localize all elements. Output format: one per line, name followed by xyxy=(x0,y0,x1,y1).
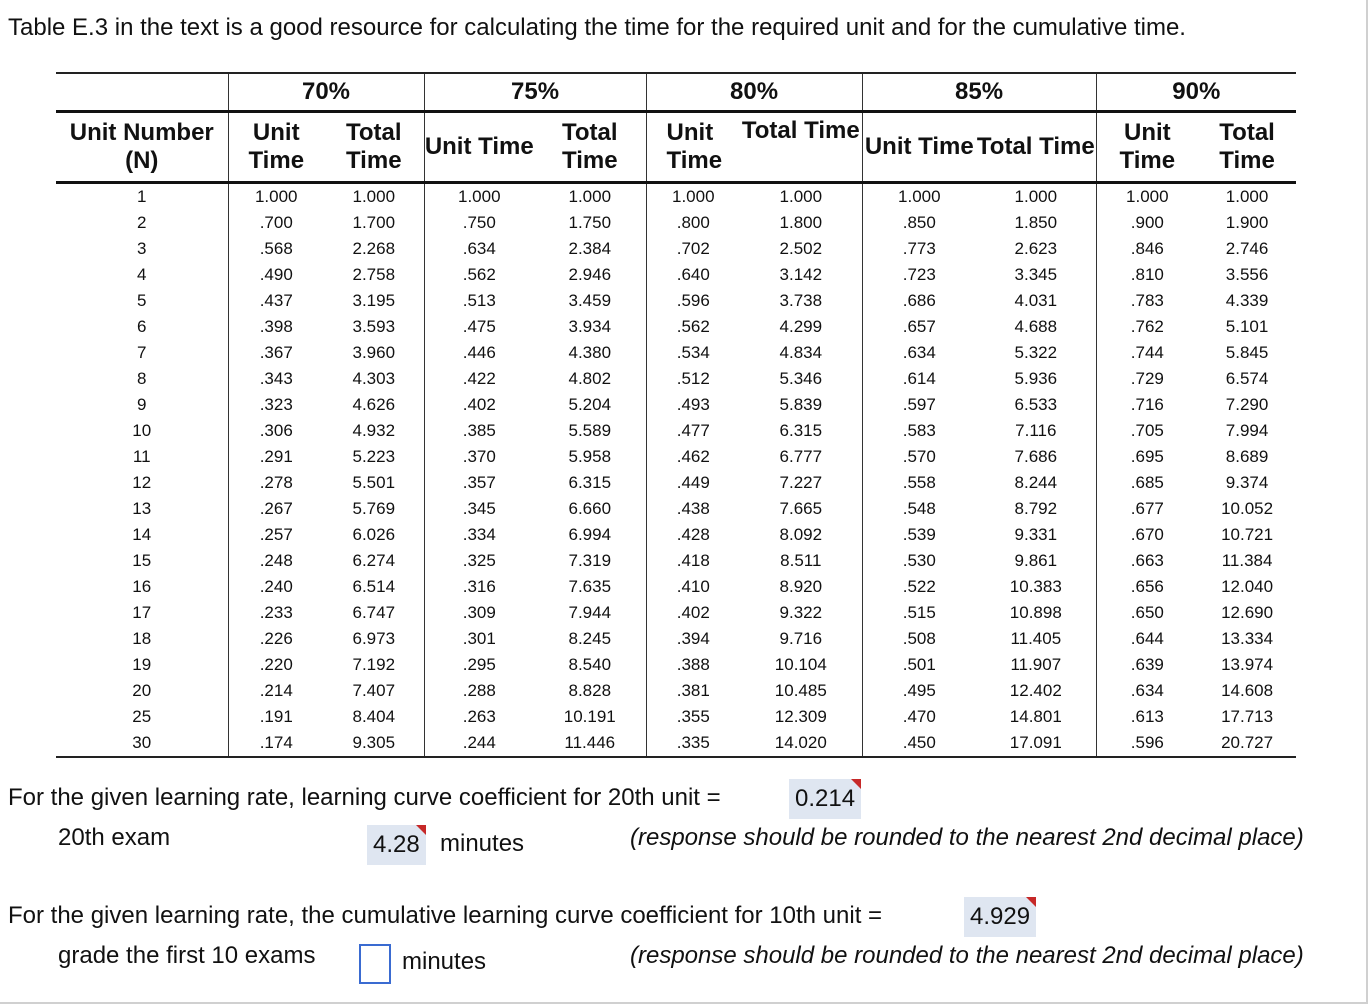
unit-time-cell: .716 xyxy=(1096,392,1198,418)
unit-number-cell: 14 xyxy=(132,525,152,544)
table-row xyxy=(56,392,1296,418)
unit-time-cell: .370 xyxy=(424,444,534,470)
total-time-cell: 4.834 xyxy=(779,343,823,362)
unit-time-cell: .597 xyxy=(862,392,976,418)
unit-time-cell: .394 xyxy=(646,626,740,652)
unit-time-cell: .685 xyxy=(1096,470,1198,496)
table-row xyxy=(56,288,1296,314)
unit-time-cell: .422 xyxy=(424,366,534,392)
unit-time-cell: .462 xyxy=(646,444,740,470)
total-time-cell: 8.792 xyxy=(1014,499,1058,518)
unit-time-cell: .613 xyxy=(1096,704,1198,730)
total-time-cell: 7.319 xyxy=(568,551,612,570)
total-time-cell: 9.374 xyxy=(1225,473,1269,492)
unit-time-cell: 1.000 xyxy=(862,183,976,211)
total-time-cell: 6.026 xyxy=(352,525,396,544)
table-row xyxy=(56,626,1296,652)
unit-time-cell: .477 xyxy=(646,418,740,444)
unit-time-cell: .729 xyxy=(1096,366,1198,392)
total-time-cell: 5.101 xyxy=(1225,317,1269,336)
total-time-cell: 12.040 xyxy=(1221,577,1274,596)
total-time-cell: 10.485 xyxy=(774,681,827,700)
unit-time-cell: .355 xyxy=(646,704,740,730)
table-row xyxy=(56,574,1296,600)
unit-time-cell: .291 xyxy=(228,444,324,470)
unit-time-cell: .700 xyxy=(228,210,324,236)
unit-time-cell: .267 xyxy=(228,496,324,522)
unit-time-cell: .316 xyxy=(424,574,534,600)
total-time-cell: 1.000 xyxy=(1014,187,1058,206)
total-time-cell: 7.407 xyxy=(352,681,396,700)
unit-time-cell: .614 xyxy=(862,366,976,392)
total-time-cell: 6.660 xyxy=(568,499,612,518)
total-time-cell: 8.689 xyxy=(1225,447,1269,466)
unit-time-cell: .558 xyxy=(862,470,976,496)
unit-time-header: Unit Time xyxy=(228,112,324,183)
total-time-cell: 1.750 xyxy=(568,213,612,232)
unit-number-header: Unit Number (N) xyxy=(56,112,228,183)
table-body xyxy=(56,183,1296,758)
unit-number-cell: 18 xyxy=(132,629,152,648)
unit-time-cell: .534 xyxy=(646,340,740,366)
unit-number-cell: 13 xyxy=(132,499,152,518)
unit-time-cell: .357 xyxy=(424,470,534,496)
q2-rounding-note: (response should be rounded to the nearest 2nd decimal place) xyxy=(630,942,1304,969)
q2-item-label: grade the first 10 exams xyxy=(58,942,316,969)
unit-time-cell: .568 xyxy=(228,236,324,262)
unit-number-cell: 19 xyxy=(132,655,152,674)
total-time-cell: 2.746 xyxy=(1225,239,1269,258)
table-row xyxy=(56,678,1296,704)
unit-time-cell: .562 xyxy=(424,262,534,288)
total-time-cell: 7.686 xyxy=(1014,447,1058,466)
unit-time-cell: .634 xyxy=(1096,678,1198,704)
total-time-cell: 11.405 xyxy=(1010,629,1062,648)
total-time-cell: 3.556 xyxy=(1225,265,1269,284)
unit-time-cell: .248 xyxy=(228,548,324,574)
total-time-cell: 7.635 xyxy=(568,577,612,596)
total-time-cell: 2.384 xyxy=(568,239,612,258)
unit-number-cell: 17 xyxy=(132,603,152,622)
total-time-cell: 9.322 xyxy=(779,603,823,622)
unit-number-cell: 15 xyxy=(132,551,152,570)
total-time-header: Total Time xyxy=(324,112,424,183)
total-time-cell: 3.593 xyxy=(352,317,396,336)
unit-time-cell: .800 xyxy=(646,210,740,236)
total-time-cell: 5.501 xyxy=(352,473,396,492)
unit-time-cell: .657 xyxy=(862,314,976,340)
total-time-cell: 1.000 xyxy=(1225,187,1269,206)
table-row xyxy=(56,262,1296,288)
unit-time-cell: .385 xyxy=(424,418,534,444)
total-time-cell: 5.936 xyxy=(1014,369,1058,388)
total-time-cell: 14.608 xyxy=(1221,681,1274,700)
unit-time-cell: .345 xyxy=(424,496,534,522)
total-time-cell: 7.665 xyxy=(779,499,823,518)
total-time-cell: 3.960 xyxy=(352,343,396,362)
unit-time-cell: .244 xyxy=(424,730,534,757)
total-time-cell: 8.404 xyxy=(352,707,396,726)
unit-time-cell: .437 xyxy=(228,288,324,314)
table-row xyxy=(56,548,1296,574)
q1-item-label: 20th exam xyxy=(58,824,171,851)
total-time-cell: 5.322 xyxy=(1014,343,1058,362)
total-time-cell: 6.315 xyxy=(779,421,823,440)
unit-time-header: Unit Time xyxy=(862,112,976,183)
table-row xyxy=(56,730,1296,757)
unit-time-cell: .846 xyxy=(1096,236,1198,262)
total-time-cell: 1.000 xyxy=(779,187,823,206)
unit-time-cell: .634 xyxy=(424,236,534,262)
unit-time-header: Unit Time xyxy=(1096,112,1198,183)
total-time-cell: 9.331 xyxy=(1014,525,1058,544)
unit-number-cell: 25 xyxy=(132,707,152,726)
total-time-cell: 5.223 xyxy=(352,447,396,466)
unit-time-cell: .323 xyxy=(228,392,324,418)
unit-time-cell: .508 xyxy=(862,626,976,652)
table-row xyxy=(56,444,1296,470)
unit-time-cell: .410 xyxy=(646,574,740,600)
total-time-header: Total Time xyxy=(976,112,1096,183)
total-time-cell: 7.116 xyxy=(1015,421,1057,440)
unit-time-cell: .450 xyxy=(862,730,976,757)
unit-number-cell: 6 xyxy=(137,317,147,336)
total-time-cell: 10.052 xyxy=(1221,499,1274,518)
unit-time-cell: .214 xyxy=(228,678,324,704)
table-row xyxy=(56,236,1296,262)
rate-header: 85% xyxy=(862,73,1096,112)
total-time-cell: 12.402 xyxy=(1009,681,1062,700)
unit-time-cell: .240 xyxy=(228,574,324,600)
total-time-cell: 7.192 xyxy=(352,655,396,674)
table-row xyxy=(56,496,1296,522)
unit-time-cell: .783 xyxy=(1096,288,1198,314)
unit-time-cell: .191 xyxy=(228,704,324,730)
unit-time-cell: .634 xyxy=(862,340,976,366)
unit-time-cell: .705 xyxy=(1096,418,1198,444)
total-time-cell: 5.845 xyxy=(1225,343,1269,362)
unit-time-cell: .309 xyxy=(424,600,534,626)
total-time-cell: 8.092 xyxy=(779,525,823,544)
q1-coefficient-answer: 0.214 xyxy=(789,779,861,819)
unit-time-cell: .596 xyxy=(1096,730,1198,757)
unit-time-cell: .402 xyxy=(646,600,740,626)
unit-time-cell: .562 xyxy=(646,314,740,340)
total-time-cell: 2.502 xyxy=(779,239,823,258)
unit-time-cell: .334 xyxy=(424,522,534,548)
unit-time-cell: .762 xyxy=(1096,314,1198,340)
total-time-cell: 4.802 xyxy=(568,369,612,388)
unit-time-cell: .398 xyxy=(228,314,324,340)
unit-time-cell: 1.000 xyxy=(424,183,534,211)
unit-number-cell: 8 xyxy=(137,369,147,388)
total-time-cell: 11.907 xyxy=(1010,655,1062,674)
unit-time-cell: .278 xyxy=(228,470,324,496)
table-row xyxy=(56,210,1296,236)
total-time-cell: 4.688 xyxy=(1014,317,1058,336)
intro-text: Table E.3 in the text is a good resource for calculating the time for the required unit and for the cumulative time. xyxy=(8,14,1186,41)
rate-header: 75% xyxy=(424,73,646,112)
unit-time-cell: .288 xyxy=(424,678,534,704)
unit-time-cell: .428 xyxy=(646,522,740,548)
total-time-cell: 20.727 xyxy=(1198,730,1296,757)
unit-number-cell: 7 xyxy=(137,343,147,362)
total-time-cell: 5.958 xyxy=(568,447,612,466)
unit-time-header: Unit Time xyxy=(646,112,740,183)
total-time-cell: 8.828 xyxy=(568,681,612,700)
unit-time-cell: .388 xyxy=(646,652,740,678)
total-time-cell: 17.091 xyxy=(976,730,1096,757)
total-time-cell: 14.801 xyxy=(1009,707,1062,726)
total-time-cell: 4.303 xyxy=(352,369,396,388)
total-time-cell: 3.459 xyxy=(568,291,612,310)
total-time-cell: 6.514 xyxy=(352,577,396,596)
unit-time-cell: .702 xyxy=(646,236,740,262)
total-time-cell: 4.031 xyxy=(1014,291,1058,310)
total-time-cell: 10.898 xyxy=(1009,603,1062,622)
unit-time-cell: .402 xyxy=(424,392,534,418)
total-time-cell: 9.861 xyxy=(1014,551,1058,570)
unit-time-cell: .639 xyxy=(1096,652,1198,678)
total-time-cell: 13.334 xyxy=(1221,629,1274,648)
total-time-cell: 7.944 xyxy=(568,603,612,622)
total-time-cell: 8.511 xyxy=(780,551,822,570)
unit-time-cell: .226 xyxy=(228,626,324,652)
unit-time-cell: .686 xyxy=(862,288,976,314)
total-time-cell: 12.690 xyxy=(1221,603,1274,622)
total-time-cell: 1.850 xyxy=(1014,213,1058,232)
unit-number-cell: 9 xyxy=(137,395,147,414)
unit-number-cell: 3 xyxy=(137,239,147,258)
unit-time-cell: .512 xyxy=(646,366,740,392)
unit-time-cell: .515 xyxy=(862,600,976,626)
total-time-cell: 4.339 xyxy=(1225,291,1269,310)
unit-time-cell: .644 xyxy=(1096,626,1198,652)
rate-header-row xyxy=(56,73,1296,112)
total-time-header: Total Time xyxy=(1198,112,1296,183)
total-time-cell: 5.839 xyxy=(779,395,823,414)
unit-time-cell: .263 xyxy=(424,704,534,730)
unit-time-cell: .513 xyxy=(424,288,534,314)
learning-curve-table xyxy=(56,72,1296,758)
table-row xyxy=(56,470,1296,496)
q2-minutes-input[interactable] xyxy=(359,944,391,984)
unit-time-cell: .174 xyxy=(228,730,324,757)
unit-time-cell: .522 xyxy=(862,574,976,600)
total-time-header: Total Time xyxy=(534,112,646,183)
unit-time-cell: .301 xyxy=(424,626,534,652)
total-time-cell: 7.290 xyxy=(1225,395,1269,414)
total-time-cell: 3.142 xyxy=(779,265,823,284)
unit-time-cell: .257 xyxy=(228,522,324,548)
unit-time-cell: .583 xyxy=(862,418,976,444)
unit-number-cell: 12 xyxy=(132,473,152,492)
table-row xyxy=(56,600,1296,626)
q1-rounding-note: (response should be rounded to the nearest 2nd decimal place) xyxy=(630,824,1304,851)
total-time-cell: 3.345 xyxy=(1014,265,1058,284)
unit-time-cell: .490 xyxy=(228,262,324,288)
total-time-cell: 3.738 xyxy=(779,291,823,310)
rate-header: 80% xyxy=(646,73,862,112)
total-time-cell: 8.244 xyxy=(1014,473,1058,492)
total-time-cell: 1.000 xyxy=(568,187,612,206)
total-time-cell: 4.932 xyxy=(352,421,396,440)
unit-number-cell: 10 xyxy=(132,421,152,440)
total-time-cell: 10.383 xyxy=(1009,577,1062,596)
unit-time-cell: .493 xyxy=(646,392,740,418)
total-time-cell: 6.533 xyxy=(1014,395,1058,414)
total-time-cell: 11.384 xyxy=(1221,551,1273,570)
unit-time-cell: .773 xyxy=(862,236,976,262)
q1-prompt: For the given learning rate, learning curve coefficient for 20th unit = xyxy=(8,784,721,811)
unit-time-cell: .677 xyxy=(1096,496,1198,522)
table-row xyxy=(56,704,1296,730)
table-row xyxy=(56,418,1296,444)
table-row xyxy=(56,366,1296,392)
unit-time-cell: .548 xyxy=(862,496,976,522)
unit-time-cell: .530 xyxy=(862,548,976,574)
total-time-cell: 8.245 xyxy=(568,629,612,648)
rate-header: 90% xyxy=(1096,73,1296,112)
unit-time-cell: .438 xyxy=(646,496,740,522)
unit-time-cell: 1.000 xyxy=(228,183,324,211)
unit-time-cell: .744 xyxy=(1096,340,1198,366)
unit-time-cell: .446 xyxy=(424,340,534,366)
table-row xyxy=(56,314,1296,340)
total-time-cell: 6.777 xyxy=(779,447,823,466)
unit-time-cell: .850 xyxy=(862,210,976,236)
unit-number-cell: 11 xyxy=(132,447,151,466)
total-time-cell: 5.769 xyxy=(352,499,396,518)
unit-time-cell: .306 xyxy=(228,418,324,444)
unit-time-cell: .663 xyxy=(1096,548,1198,574)
unit-time-cell: .325 xyxy=(424,548,534,574)
unit-number-cell: 1 xyxy=(137,187,147,206)
total-time-cell: 6.994 xyxy=(568,525,612,544)
column-header-row xyxy=(56,112,1296,183)
total-time-cell: 14.020 xyxy=(740,730,862,757)
total-time-cell: 6.315 xyxy=(568,473,612,492)
unit-time-cell: .723 xyxy=(862,262,976,288)
unit-time-header: Unit Time xyxy=(424,112,534,183)
table-row xyxy=(56,522,1296,548)
total-time-cell: 2.946 xyxy=(568,265,612,284)
unit-time-cell: .670 xyxy=(1096,522,1198,548)
unit-time-cell: .470 xyxy=(862,704,976,730)
total-time-cell: 4.626 xyxy=(352,395,396,414)
unit-time-cell: .220 xyxy=(228,652,324,678)
unit-time-cell: 1.000 xyxy=(646,183,740,211)
total-time-cell: 7.227 xyxy=(779,473,823,492)
total-time-cell: 6.747 xyxy=(352,603,396,622)
unit-time-cell: .900 xyxy=(1096,210,1198,236)
table-row xyxy=(56,652,1296,678)
unit-time-cell: 1.000 xyxy=(1096,183,1198,211)
unit-time-cell: .367 xyxy=(228,340,324,366)
unit-number-cell: 4 xyxy=(137,265,147,284)
total-time-cell: 10.191 xyxy=(563,707,616,726)
unit-time-cell: .656 xyxy=(1096,574,1198,600)
total-time-cell: 5.204 xyxy=(568,395,612,414)
unit-time-cell: .539 xyxy=(862,522,976,548)
total-time-cell: 8.920 xyxy=(779,577,823,596)
q1-unit-label: minutes xyxy=(440,830,525,857)
q1-minutes-answer[interactable]: 4.28 xyxy=(367,825,426,865)
total-time-cell: 12.309 xyxy=(774,707,827,726)
unit-time-cell: .418 xyxy=(646,548,740,574)
unit-time-cell: .695 xyxy=(1096,444,1198,470)
unit-time-cell: .650 xyxy=(1096,600,1198,626)
total-time-cell: 5.346 xyxy=(779,369,823,388)
unit-time-cell: .501 xyxy=(862,652,976,678)
total-time-cell: 2.268 xyxy=(352,239,396,258)
total-time-cell: 5.589 xyxy=(568,421,612,440)
unit-time-cell: .495 xyxy=(862,678,976,704)
unit-time-cell: .570 xyxy=(862,444,976,470)
total-time-cell: 2.758 xyxy=(352,265,396,284)
unit-time-cell: .233 xyxy=(228,600,324,626)
q2-prompt: For the given learning rate, the cumulative learning curve coefficient for 10th unit = xyxy=(8,902,883,929)
unit-number-cell: 16 xyxy=(132,577,152,596)
unit-number-cell: 30 xyxy=(56,730,228,757)
corner-cell xyxy=(56,73,228,112)
total-time-cell: 8.540 xyxy=(568,655,612,674)
total-time-cell: 9.305 xyxy=(324,730,424,757)
unit-time-cell: .343 xyxy=(228,366,324,392)
table-row xyxy=(56,340,1296,366)
table-row xyxy=(56,183,1296,211)
total-time-cell: 17.713 xyxy=(1221,707,1274,726)
total-time-cell: 3.195 xyxy=(352,291,396,310)
unit-number-cell: 5 xyxy=(137,291,147,310)
unit-number-cell: 20 xyxy=(132,681,152,700)
total-time-cell: 9.716 xyxy=(779,629,823,648)
total-time-header: Total Time xyxy=(740,112,862,183)
unit-time-cell: .750 xyxy=(424,210,534,236)
total-time-cell: 11.446 xyxy=(534,730,646,757)
unit-time-cell: .381 xyxy=(646,678,740,704)
unit-time-cell: .475 xyxy=(424,314,534,340)
unit-time-cell: .640 xyxy=(646,262,740,288)
total-time-cell: 6.973 xyxy=(352,629,396,648)
unit-time-cell: .810 xyxy=(1096,262,1198,288)
total-time-cell: 10.721 xyxy=(1221,525,1274,544)
total-time-cell: 4.299 xyxy=(779,317,823,336)
total-time-cell: 4.380 xyxy=(568,343,612,362)
total-time-cell: 2.623 xyxy=(1014,239,1058,258)
total-time-cell: 1.700 xyxy=(352,213,396,232)
total-time-cell: 7.994 xyxy=(1225,421,1269,440)
unit-time-cell: .295 xyxy=(424,652,534,678)
total-time-cell: 1.900 xyxy=(1225,213,1269,232)
total-time-cell: 13.974 xyxy=(1221,655,1274,674)
total-time-cell: 6.274 xyxy=(352,551,396,570)
q2-unit-label: minutes xyxy=(402,948,487,975)
q2-coefficient-answer: 4.929 xyxy=(964,897,1036,937)
unit-time-cell: .596 xyxy=(646,288,740,314)
rate-header: 70% xyxy=(228,73,424,112)
unit-number-cell: 2 xyxy=(137,213,147,232)
unit-time-cell: .335 xyxy=(646,730,740,757)
total-time-cell: 1.000 xyxy=(352,187,396,206)
unit-time-cell: .449 xyxy=(646,470,740,496)
total-time-cell: 6.574 xyxy=(1225,369,1269,388)
total-time-cell: 10.104 xyxy=(774,655,827,674)
total-time-cell: 1.800 xyxy=(779,213,823,232)
total-time-cell: 3.934 xyxy=(568,317,612,336)
